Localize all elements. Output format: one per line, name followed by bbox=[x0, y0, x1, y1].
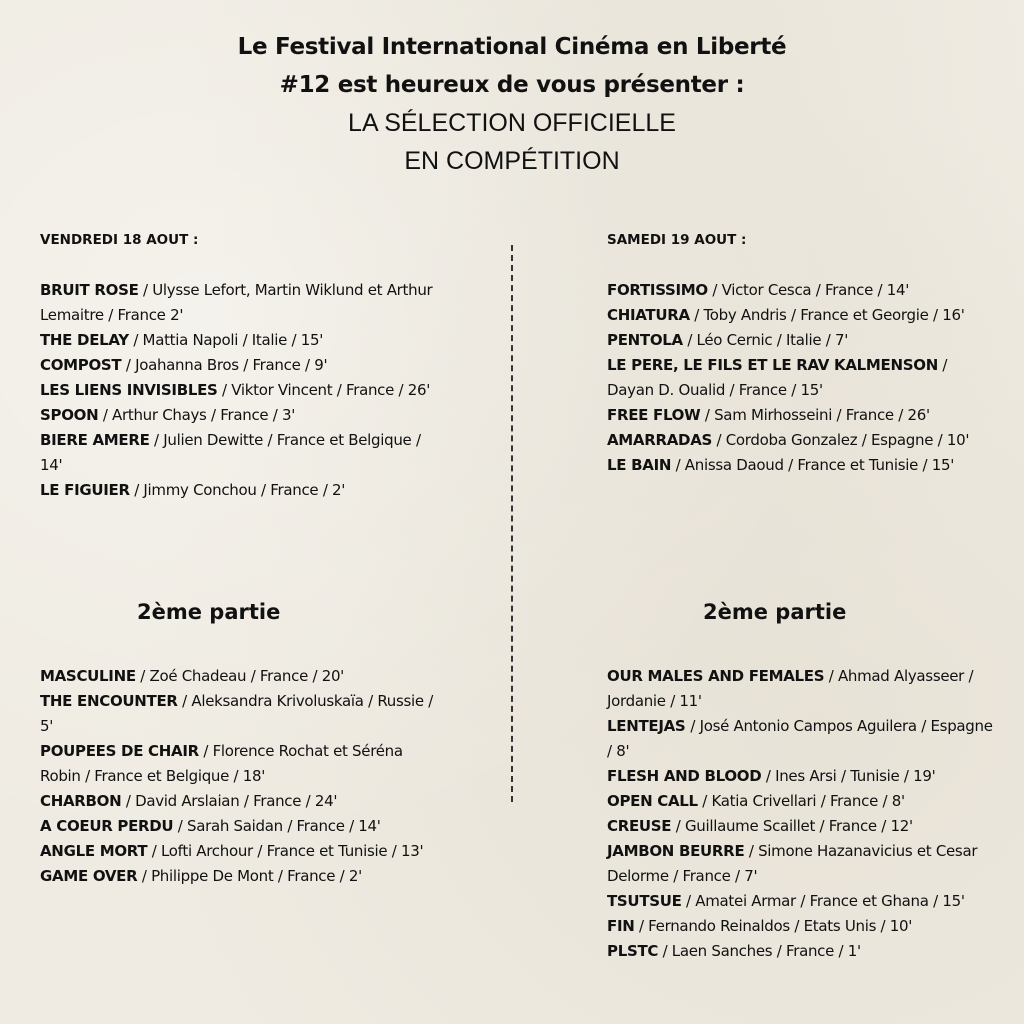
film-details: / Viktor Vincent / France / 26' bbox=[217, 381, 431, 399]
dashed-divider bbox=[511, 245, 513, 802]
film-title: COMPOST bbox=[40, 356, 122, 374]
film-details: / Anissa Daoud / France et Tunisie / 15' bbox=[671, 456, 955, 474]
film-details: / Philippe De Mont / France / 2' bbox=[137, 867, 362, 885]
film-entry bbox=[607, 814, 997, 839]
film-details: / Mattia Napoli / Italie / 15' bbox=[128, 331, 324, 349]
film-title: THE DELAY bbox=[40, 331, 129, 349]
friday-column bbox=[40, 228, 435, 503]
festival-title: Le Festival International Cinéma en Liberté bbox=[237, 34, 787, 60]
film-entry bbox=[607, 789, 997, 814]
film-entry bbox=[607, 839, 997, 889]
film-title: OUR MALES AND FEMALES bbox=[607, 667, 825, 685]
film-details: / Cordoba Gonzalez / Espagne / 10' bbox=[712, 431, 970, 449]
film-entry bbox=[40, 789, 435, 814]
film-entry bbox=[40, 739, 435, 789]
friday-film-list bbox=[40, 278, 435, 503]
film-details: / José Antonio Campos Aguilera / Espagne / 8' bbox=[607, 717, 993, 760]
friday-heading: VENDREDI 18 AOUT : bbox=[40, 232, 199, 248]
film-title: LE BAIN bbox=[607, 456, 672, 474]
film-title: FLESH AND BLOOD bbox=[607, 767, 762, 785]
film-details: / Laen Sanches / France / 1' bbox=[658, 942, 861, 960]
film-entry bbox=[607, 303, 997, 328]
film-entry bbox=[40, 814, 435, 839]
film-title: TSUTSUE bbox=[607, 892, 682, 910]
film-details: / Joahanna Bros / France / 9' bbox=[121, 356, 328, 374]
film-entry bbox=[40, 689, 435, 739]
header bbox=[0, 28, 1024, 180]
festival-subtitle: #12 est heureux de vous présenter : bbox=[279, 72, 745, 98]
film-title: FORTISSIMO bbox=[607, 281, 708, 299]
film-entry bbox=[40, 839, 435, 864]
film-title: FIN bbox=[607, 917, 635, 935]
friday-part-two-list bbox=[40, 664, 435, 889]
film-title: LE PERE, LE FILS ET LE RAV KALMENSON bbox=[607, 356, 938, 374]
film-details: / Dayan D. Oualid / France / 15' bbox=[607, 356, 948, 399]
film-title: MASCULINE bbox=[40, 667, 136, 685]
film-entry bbox=[607, 428, 997, 453]
film-entry bbox=[607, 453, 997, 478]
film-title: GAME OVER bbox=[40, 867, 138, 885]
film-details: / Florence Rochat et Séréna Robin / France et Belgique / 18' bbox=[40, 742, 403, 785]
film-details: / Victor Cesca / France / 14' bbox=[707, 281, 910, 299]
film-details: / Ulysse Lefort, Martin Wiklund et Arthur Lemaitre / France 2' bbox=[40, 281, 433, 324]
film-title: CHARBON bbox=[40, 792, 122, 810]
film-title: LES LIENS INVISIBLES bbox=[40, 381, 218, 399]
film-details: / Ahmad Alyasseer / Jordanie / 11' bbox=[607, 667, 974, 710]
film-details: / Sarah Saidan / France / 14' bbox=[173, 817, 381, 835]
film-title: JAMBON BEURRE bbox=[607, 842, 745, 860]
film-details: / Jimmy Conchou / France / 2' bbox=[129, 481, 346, 499]
film-entry bbox=[607, 914, 997, 939]
film-title: OPEN CALL bbox=[607, 792, 698, 810]
film-details: / Simone Hazanavicius et Cesar Delorme / France / 7' bbox=[607, 842, 978, 885]
film-entry bbox=[607, 353, 997, 403]
film-entry bbox=[40, 428, 435, 478]
saturday-part-two-list bbox=[607, 664, 997, 964]
film-title: PENTOLA bbox=[607, 331, 683, 349]
film-details: / Aleksandra Krivoluskaïa / Russie / 5' bbox=[40, 692, 434, 735]
film-entry bbox=[40, 664, 435, 689]
film-title: CHIATURA bbox=[607, 306, 690, 324]
film-entry bbox=[40, 864, 435, 889]
film-entry bbox=[607, 278, 997, 303]
film-entry bbox=[40, 328, 435, 353]
film-entry bbox=[607, 714, 997, 764]
saturday-heading: SAMEDI 19 AOUT : bbox=[607, 232, 747, 248]
competition-title: EN COMPÉTITION bbox=[404, 147, 620, 175]
film-title: AMARRADAS bbox=[607, 431, 713, 449]
film-entry bbox=[40, 478, 435, 503]
film-entry bbox=[40, 403, 435, 428]
film-title: THE ENCOUNTER bbox=[40, 692, 178, 710]
selection-title: LA SÉLECTION OFFICIELLE bbox=[348, 109, 676, 137]
film-title: BIERE AMERE bbox=[40, 431, 150, 449]
film-title: PLSTC bbox=[607, 942, 659, 960]
film-details: / Ines Arsi / Tunisie / 19' bbox=[761, 767, 936, 785]
film-details: / Zoé Chadeau / France / 20' bbox=[135, 667, 345, 685]
film-title: FREE FLOW bbox=[607, 406, 701, 424]
saturday-part-two-heading: 2ème partie bbox=[703, 600, 847, 624]
film-entry bbox=[607, 328, 997, 353]
film-details: / Amatei Armar / France et Ghana / 15' bbox=[681, 892, 965, 910]
film-entry bbox=[607, 403, 997, 428]
film-details: / Sam Mirhosseini / France / 26' bbox=[700, 406, 930, 424]
film-title: LE FIGUIER bbox=[40, 481, 130, 499]
film-entry bbox=[607, 764, 997, 789]
film-title: CREUSE bbox=[607, 817, 672, 835]
film-entry bbox=[40, 278, 435, 328]
film-title: BRUIT ROSE bbox=[40, 281, 139, 299]
saturday-film-list bbox=[607, 278, 997, 478]
film-entry bbox=[607, 939, 997, 964]
film-details: / Julien Dewitte / France et Belgique / 14' bbox=[40, 431, 421, 474]
film-entry bbox=[40, 378, 435, 403]
film-title: SPOON bbox=[40, 406, 99, 424]
film-details: / Katia Crivellari / France / 8' bbox=[697, 792, 905, 810]
film-entry bbox=[607, 889, 997, 914]
film-details: / David Arslaian / France / 24' bbox=[121, 792, 338, 810]
film-title: ANGLE MORT bbox=[40, 842, 148, 860]
film-details: / Lofti Archour / France et Tunisie / 13' bbox=[147, 842, 424, 860]
film-details: / Toby Andris / France et Georgie / 16' bbox=[689, 306, 965, 324]
film-entry bbox=[607, 664, 997, 714]
film-title: POUPEES DE CHAIR bbox=[40, 742, 199, 760]
friday-part-two-heading: 2ème partie bbox=[137, 600, 281, 624]
film-details: / Fernando Reinaldos / Etats Unis / 10' bbox=[634, 917, 913, 935]
film-title: A COEUR PERDU bbox=[40, 817, 174, 835]
film-title: LENTEJAS bbox=[607, 717, 691, 735]
film-details: / Arthur Chays / France / 3' bbox=[98, 406, 296, 424]
film-details: / Léo Cernic / Italie / 7' bbox=[682, 331, 849, 349]
saturday-column bbox=[607, 228, 997, 478]
film-details: / Guillaume Scaillet / France / 12' bbox=[671, 817, 913, 835]
film-entry bbox=[40, 353, 435, 378]
